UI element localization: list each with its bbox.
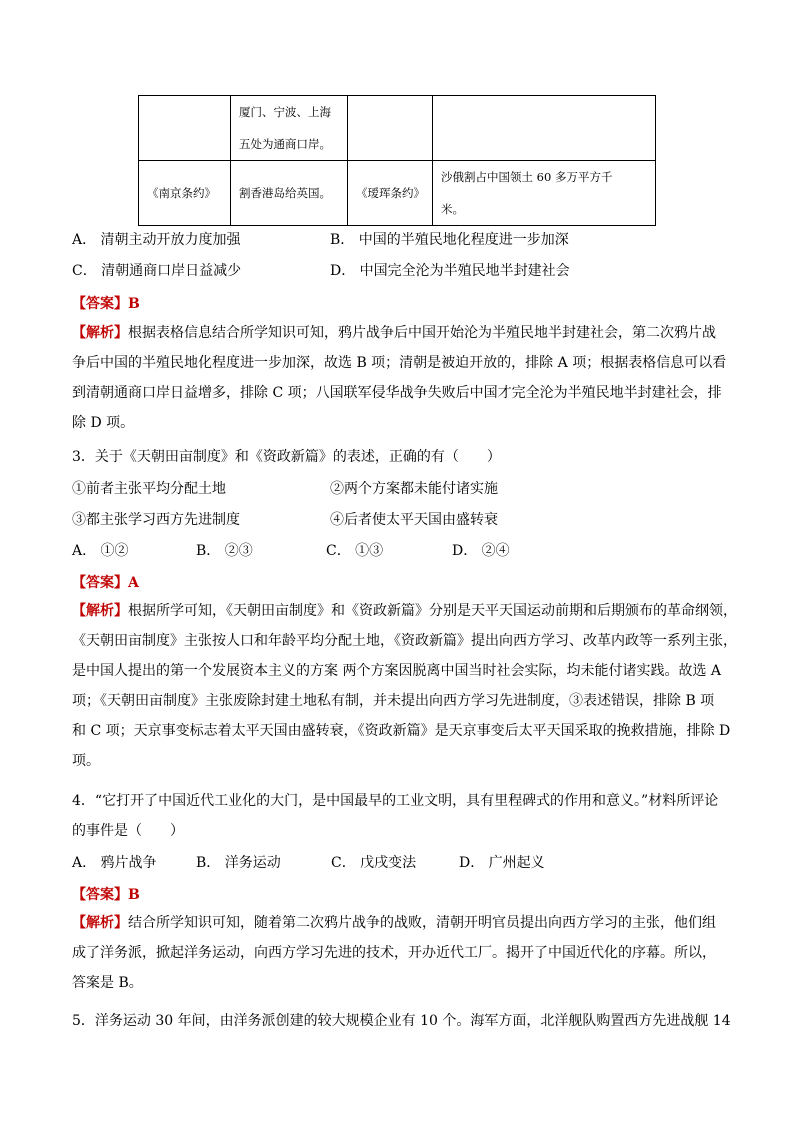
table-row	[139, 161, 656, 226]
table-cell	[348, 96, 433, 161]
table-cell	[433, 96, 656, 161]
q5-stem: 5．洋务运动 30 年间，由洋务派创建的较大规模企业有 10 个。海军方面，北洋舰队购置西方先进战舰 14	[72, 1013, 731, 1029]
analysis-line: 项；《天朝田亩制度》主张废除封建土地私有制，并未提出向西方学习先进制度，③表述错误，排除 B 项	[72, 693, 715, 709]
table-cell	[231, 96, 348, 161]
q3-stem: 3．关于《天朝田亩制度》和《资政新篇》的表述，正确的有（ ）	[72, 449, 501, 465]
q3-item-2: ②两个方案都未能付诸实施	[330, 481, 498, 497]
q3-option-c: C． ①③	[326, 543, 384, 559]
analysis-line: 争后中国的半殖民地化程度进一步加深，故选 B 项；清朝是被迫开放的，排除 A 项；根据表格信息可以看	[72, 355, 727, 371]
analysis-line: 《天朝田亩制度》主张按人口和年龄平均分配土地，《资政新篇》提出向西方学习、改革内政等一系列主张，	[72, 633, 737, 649]
q4-option-c: C． 戊戌变法	[331, 855, 417, 871]
cell-text: 米。	[441, 202, 464, 216]
q2-analysis	[72, 318, 727, 438]
q3-analysis	[72, 596, 737, 776]
q2-option-c: C． 清朝通商口岸日益减少	[72, 263, 242, 279]
table-cell	[139, 96, 231, 161]
stem-line: 4．“它打开了中国近代工业化的大门，是中国最早的工业文明，具有里程碑式的作用和意义。”材料所评论	[72, 793, 719, 809]
treaty-table	[138, 95, 656, 226]
q4-option-a: A． 鸦片战争	[72, 855, 157, 871]
analysis-tag: 【解析】	[72, 603, 128, 619]
cell-text: 五处为通商口岸。	[239, 137, 331, 151]
q3-option-b: B． ②③	[196, 543, 253, 559]
analysis-line: 结合所学知识可知，随着第二次鸦片战争的战败，清朝开明官员提出向西方学习的主张，他们组	[128, 915, 716, 931]
analysis-line: 到清朝通商口岸日益增多，排除 C 项；八国联军侵华战争失败后中国才完全沦为半殖民地半封建社会，排	[72, 385, 722, 401]
q3-option-d: D． ②④	[452, 543, 510, 559]
analysis-tag: 【解析】	[72, 325, 128, 341]
q3-item-3: ③都主张学习西方先进制度	[72, 512, 240, 528]
table-cell: 《南京条约》	[139, 161, 231, 226]
analysis-line: 除 D 项。	[72, 415, 135, 431]
analysis-line: 成了洋务派，掀起洋务运动，向西方学习先进的技术，开办近代工厂。揭开了中国近代化的序幕。所以，	[72, 945, 716, 961]
q4-analysis	[72, 908, 724, 998]
table-row	[139, 96, 656, 161]
q2-answer: 【答案】B	[72, 296, 140, 312]
q2-option-d: D． 中国完全沦为半殖民地半封建社会	[330, 263, 570, 279]
table-cell: 割香港岛给英国。	[231, 161, 348, 226]
stem-line: 的事件是（ ）	[72, 823, 184, 839]
q3-answer: 【答案】A	[72, 575, 139, 591]
q3-item-4: ④后者使太平天国由盛转衰	[330, 512, 498, 528]
q2-option-b: B． 中国的半殖民地化程度进一步加深	[330, 232, 569, 248]
analysis-line: 答案是 B。	[72, 975, 143, 991]
analysis-line: 根据所学可知，《天朝田亩制度》和《资政新篇》分别是天平天国运动前期和后期颁布的革命纲领，	[128, 603, 737, 619]
q4-option-d: D． 广州起义	[459, 855, 545, 871]
table-cell	[433, 161, 656, 226]
analysis-line: 和 C 项；天京事变标志着太平天国由盛转衰，《资政新篇》是天京事变后太平天国采取的挽救措施，排除 D	[72, 723, 731, 739]
cell-text: 厦门、宁波、上海	[239, 105, 331, 119]
cell-text: 沙俄割占中国领土 60 多万平方千	[441, 170, 613, 184]
analysis-line: 项。	[72, 753, 100, 769]
analysis-line: 根据表格信息结合所学知识可知，鸦片战争后中国开始沦为半殖民地半封建社会，第二次鸦片战	[128, 325, 716, 341]
analysis-line: 是中国人提出的第一个发展资本主义的方案 两个方案因脱离中国当时社会实际，均未能付诸实践。故选 A	[72, 663, 722, 679]
q2-option-a: A． 清朝主动开放力度加强	[72, 232, 241, 248]
q4-option-b: B． 洋务运动	[196, 855, 281, 871]
q3-option-a: A． ①②	[72, 543, 129, 559]
analysis-tag: 【解析】	[72, 915, 128, 931]
q3-item-1: ①前者主张平均分配土地	[72, 481, 226, 497]
table-cell: 《瑷珲条约》	[348, 161, 433, 226]
q4-answer: 【答案】B	[72, 887, 140, 903]
q4-stem	[72, 786, 724, 846]
